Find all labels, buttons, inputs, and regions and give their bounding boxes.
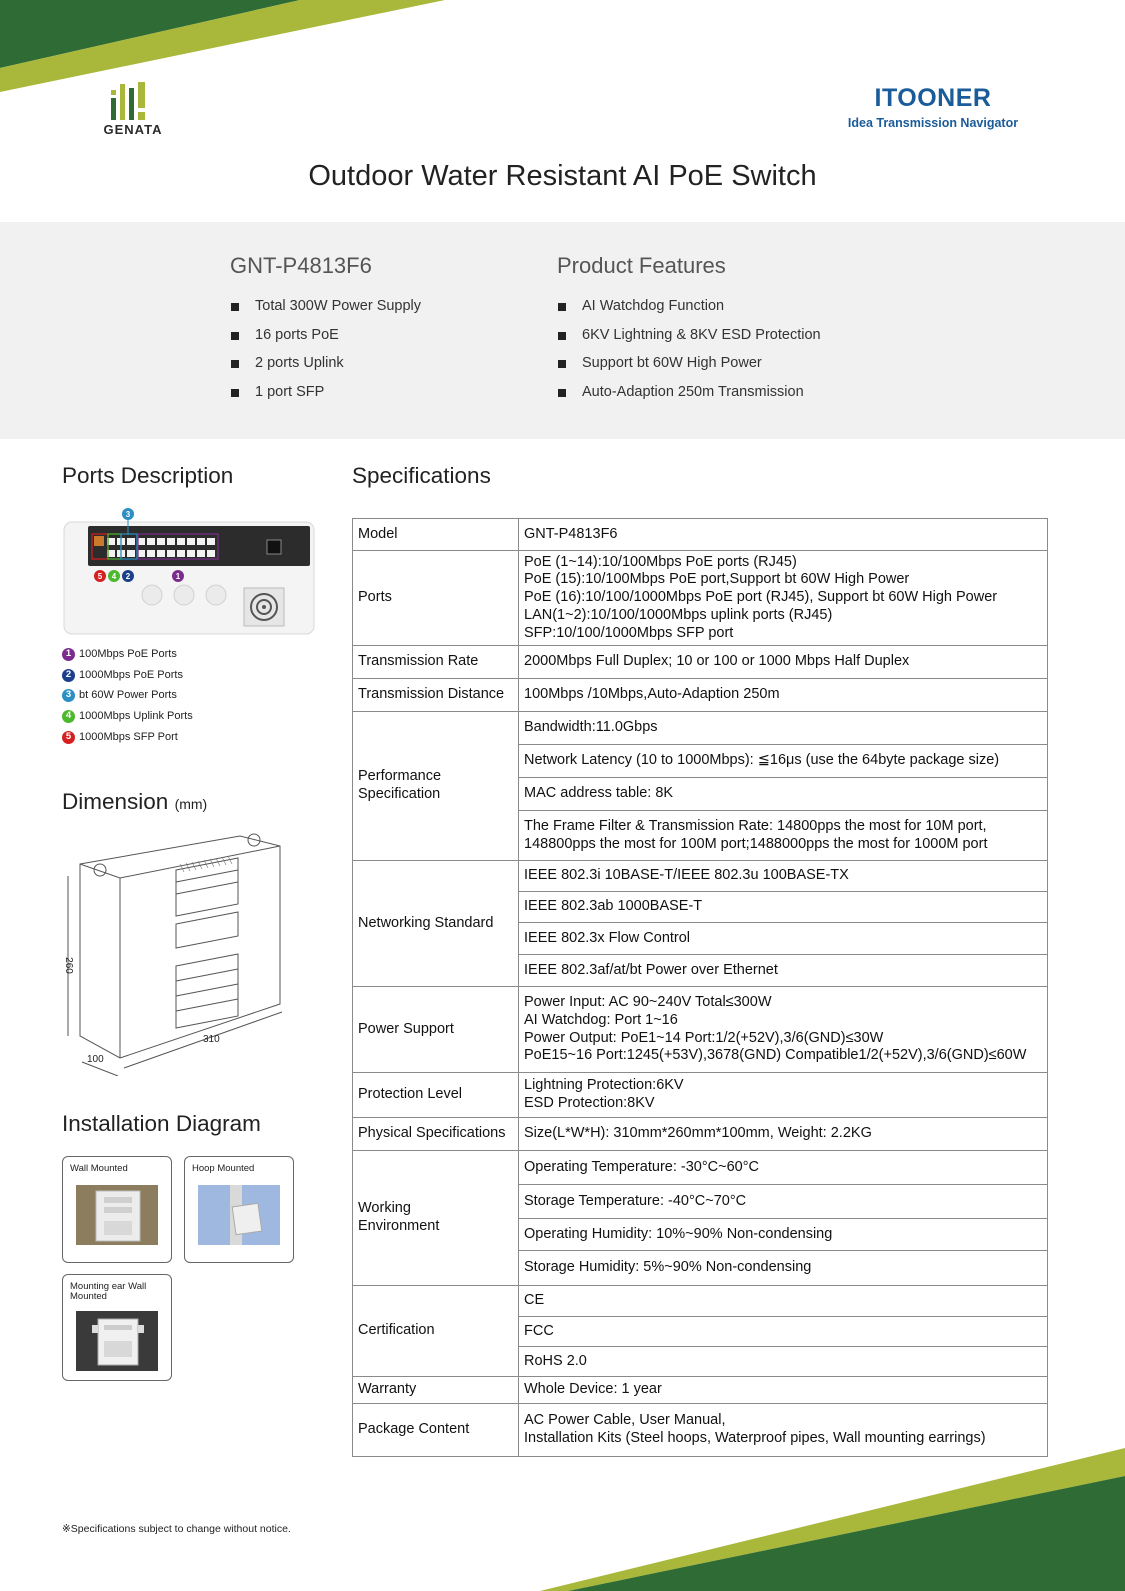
dimension-drawing: [58, 826, 298, 1076]
legend-number: 1: [62, 648, 75, 661]
spec-row: [353, 1377, 1048, 1404]
install-card-hoop-mounted: [184, 1156, 294, 1263]
spec-row: [353, 861, 1048, 892]
spec-value: Lightning Protection:6KV ESD Protection:8KV: [519, 1073, 1048, 1118]
spec-value: MAC address table: 8K: [519, 778, 1048, 811]
installation-diagram-heading: Installation Diagram: [62, 1111, 261, 1136]
spec-value: IEEE 802.3i 10BASE-T/IEEE 802.3u 100BASE-TX: [519, 861, 1048, 892]
product-feature-item: 6KV Lightning & 8KV ESD Protection: [557, 321, 917, 350]
product-features-block: [557, 253, 917, 406]
legend-number: 5: [62, 731, 75, 744]
legend-label: bt 60W Power Ports: [79, 689, 177, 702]
spec-label: Networking Standard: [353, 861, 519, 987]
legend-label: 1000Mbps SFP Port: [79, 730, 178, 743]
product-features-heading: Product Features: [557, 253, 726, 278]
install-card-label: Mounting ear Wall Mounted: [70, 1281, 147, 1302]
spec-label: Model: [353, 519, 519, 551]
spec-value: AC Power Cable, User Manual, Installation Kits (Steel hoops, Waterproof pipes, Wall mounting earrings): [519, 1404, 1048, 1457]
specifications-table-wrapper: [352, 518, 1047, 1457]
spec-label: Power Support: [353, 987, 519, 1073]
product-feature-item: AI Watchdog Function: [557, 292, 917, 321]
top-corner-decoration: [0, 0, 460, 100]
genata-logo: [98, 82, 168, 137]
svg-text:3: 3: [125, 510, 131, 519]
mounting-ear-photo: [76, 1311, 158, 1371]
svg-text:2: 2: [125, 572, 131, 581]
svg-text:5: 5: [97, 572, 103, 581]
spec-value: The Frame Filter & Transmission Rate: 14800pps the most for 10M port, 148800pps the most for 100M port;1488000pps the most for 1000M port: [519, 811, 1048, 861]
install-card-label: Hoop Mounted: [192, 1163, 255, 1174]
spec-label: Working Environment: [353, 1151, 519, 1286]
spec-row: [353, 1073, 1048, 1118]
spec-row: [353, 1118, 1048, 1151]
itooner-logo: [838, 84, 1028, 130]
spec-row: [353, 679, 1048, 712]
spec-row: [353, 1151, 1048, 1185]
spec-row: [353, 987, 1048, 1073]
page-title: Outdoor Water Resistant AI PoE Switch: [308, 160, 817, 192]
spec-label: Physical Specifications: [353, 1118, 519, 1151]
wall-mounted-photo: [76, 1185, 158, 1245]
spec-value: Network Latency (10 to 1000Mbps): ≦16μs (use the 64byte package size): [519, 745, 1048, 778]
spec-value: 100Mbps /10Mbps,Auto-Adaption 250m: [519, 679, 1048, 712]
spec-value: IEEE 802.3ab 1000BASE-T: [519, 892, 1048, 923]
dimension-depth-label: 100: [87, 1054, 104, 1065]
spec-value: 2000Mbps Full Duplex; 10 or 100 or 1000 Mbps Half Duplex: [519, 646, 1048, 679]
spec-row: [353, 519, 1048, 551]
svg-text:4: 4: [111, 572, 117, 581]
itooner-tagline: Idea Transmission Navigator: [847, 116, 1019, 130]
install-card-wall-mounted: [62, 1156, 172, 1263]
spec-value: Whole Device: 1 year: [519, 1377, 1048, 1404]
legend-item: [62, 665, 292, 686]
port-callout-markers: [62, 505, 318, 585]
spec-label: Certification: [353, 1286, 519, 1377]
dimension-width-label: 310: [203, 1034, 220, 1045]
svg-text:1: 1: [175, 572, 181, 581]
spec-row: [353, 646, 1048, 679]
spec-row: [353, 1286, 1048, 1317]
legend-item: [62, 685, 292, 706]
install-card-label: Wall Mounted: [70, 1163, 128, 1174]
spec-value: RoHS 2.0: [519, 1347, 1048, 1377]
spec-label: Transmission Rate: [353, 646, 519, 679]
spec-value: Operating Temperature: -30°C~60°C: [519, 1151, 1048, 1185]
dimension-heading-text: Dimension: [62, 789, 169, 814]
spec-label: Package Content: [353, 1404, 519, 1457]
model-heading: GNT-P4813F6: [230, 253, 372, 278]
model-feature-list: [230, 292, 530, 406]
spec-label: Transmission Distance: [353, 679, 519, 712]
spec-row: [353, 1404, 1048, 1457]
spec-label: Performance Specification: [353, 712, 519, 861]
model-feature-item: 1 port SFP: [230, 378, 530, 407]
spec-label: Protection Level: [353, 1073, 519, 1118]
dimension-heading: [62, 789, 207, 815]
ports-description-heading: Ports Description: [62, 463, 234, 488]
specifications-table: [352, 518, 1048, 1457]
spec-value: PoE (1~14):10/100Mbps PoE ports (RJ45) PoE (15):10/100Mbps PoE port,Support bt 60W High Power PoE (16):10/100/1000Mbps PoE port (RJ45), Support bt 60W High Power LAN(1~2):10/100/1000Mbps uplink ports (RJ45) SFP:10/100/1000Mbps SFP port: [519, 551, 1048, 646]
install-card-mounting-ear: [62, 1274, 172, 1381]
spec-value: Size(L*W*H): 310mm*260mm*100mm, Weight: 2.2KG: [519, 1118, 1048, 1151]
model-feature-item: 16 ports PoE: [230, 321, 530, 350]
footnote: ※Specifications subject to change without notice.: [62, 1523, 291, 1535]
spec-row: [353, 551, 1048, 646]
spec-value: FCC: [519, 1317, 1048, 1347]
spec-label: Warranty: [353, 1377, 519, 1404]
product-feature-list: [557, 292, 917, 406]
legend-number: 2: [62, 669, 75, 682]
model-feature-item: 2 ports Uplink: [230, 349, 530, 378]
spec-label: Ports: [353, 551, 519, 646]
hoop-mounted-photo: [198, 1185, 280, 1245]
legend-label: 1000Mbps PoE Ports: [79, 668, 183, 681]
spec-row: [353, 712, 1048, 745]
legend-item: [62, 706, 292, 727]
specifications-heading: Specifications: [352, 463, 491, 488]
legend-number: 3: [62, 689, 75, 702]
spec-value: IEEE 802.3x Flow Control: [519, 923, 1048, 955]
bottom-corner-decoration: [540, 1448, 1125, 1591]
product-feature-item: Support bt 60W High Power: [557, 349, 917, 378]
legend-item: [62, 644, 292, 665]
model-block: [230, 253, 530, 406]
spec-value: GNT-P4813F6: [519, 519, 1048, 551]
dimension-height-label: 260: [62, 957, 74, 974]
spec-value: Bandwidth:11.0Gbps: [519, 712, 1048, 745]
legend-number: 4: [62, 710, 75, 723]
legend-item: [62, 727, 292, 748]
specifications-table-body: [353, 519, 1048, 1457]
itooner-logo-text: ITOONER: [874, 84, 992, 112]
spec-value: Storage Temperature: -40°C~70°C: [519, 1185, 1048, 1219]
legend-label: 1000Mbps Uplink Ports: [79, 710, 193, 723]
genata-logo-text: GENATA: [103, 122, 163, 137]
spec-value: Storage Humidity: 5%~90% Non-condensing: [519, 1251, 1048, 1286]
spec-value: Operating Humidity: 10%~90% Non-condensing: [519, 1219, 1048, 1251]
ports-legend: [62, 644, 292, 747]
dimension-unit: (mm): [174, 796, 208, 812]
model-feature-item: Total 300W Power Supply: [230, 292, 530, 321]
spec-value: Power Input: AC 90~240V Total≤300W AI Watchdog: Port 1~16 Power Output: PoE1~14 Port:1/2(+52V),3/6(GND)≤30W PoE15~16 Port:1245(+53V),3678(GND) Compatible1/2(+52V),3/6(GND)≤60W: [519, 987, 1048, 1073]
legend-label: 100Mbps PoE Ports: [79, 648, 177, 660]
spec-value: CE: [519, 1286, 1048, 1317]
spec-value: IEEE 802.3af/at/bt Power over Ethernet: [519, 955, 1048, 987]
genata-logo-mark: [98, 82, 168, 120]
product-feature-item: Auto-Adaption 250m Transmission: [557, 378, 917, 407]
